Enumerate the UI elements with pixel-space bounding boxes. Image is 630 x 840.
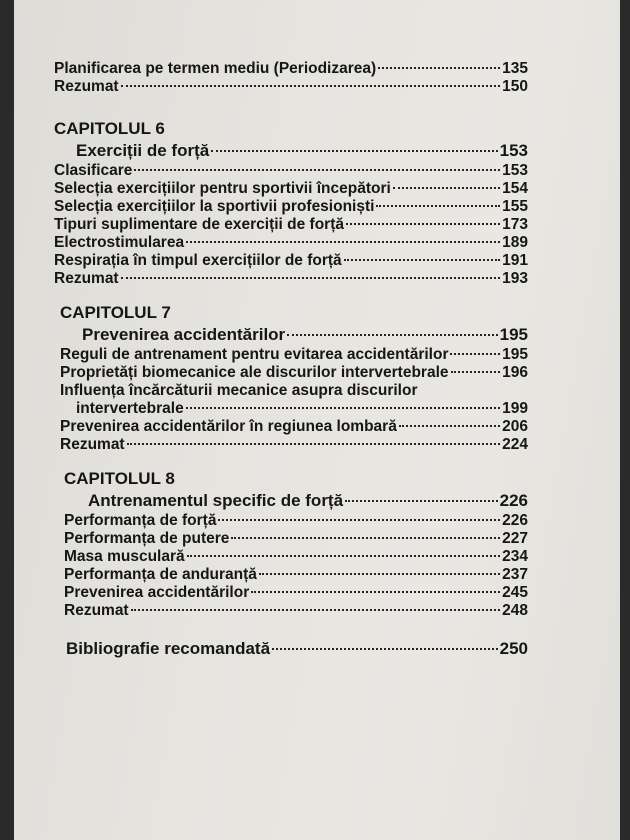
dot-leader [378,67,500,69]
toc-entry: Rezumat 193 [54,270,528,287]
toc-entry: Respirația în timpul exercițiilor de forță 191 [54,252,528,269]
chapter-heading: CAPITOLUL 8 [64,469,175,488]
bibliography-entry: Bibliografie recomandată 250 [66,639,528,658]
toc-entry: Prevenirea accidentărilor 245 [64,584,528,601]
table-of-contents [54,60,528,660]
toc-entry: Tipuri suplimentare de exerciții de forță 173 [54,216,528,233]
toc-entry-line1: Influența încărcăturii mecanice asupra discurilor [60,382,418,399]
dot-leader [121,85,501,87]
toc-entry: Planificarea pe termen mediu (Periodizarea) 135 [54,60,528,77]
chapter-heading: CAPITOLUL 7 [60,303,171,322]
toc-entry: Rezumat 150 [54,78,528,95]
chapter-title: Exerciții de forță 153 [76,141,528,160]
chapter-title: Antrenamentul specific de forță 226 [88,491,528,510]
toc-entry: Proprietăți biomecanice ale discurilor intervertebrale 196 [60,364,528,381]
toc-entry: Electrostimularea 189 [54,234,528,251]
toc-entry: Clasificare 153 [54,162,528,179]
toc-entry: Reguli de antrenament pentru evitarea accidentărilor 195 [60,346,528,363]
chapter-title: Prevenirea accidentărilor 195 [82,325,528,344]
toc-entry: Selecția exercițiilor pentru sportivii începători 154 [54,180,528,197]
toc-entry: Rezumat 248 [64,602,528,619]
toc-entry: Performanța de putere 227 [64,530,528,547]
chapter-heading: CAPITOLUL 6 [54,119,165,138]
toc-entry-line2: intervertebrale 199 [76,400,528,417]
toc-entry: Rezumat 224 [60,436,528,453]
book-page [14,0,620,840]
toc-entry: Performanța de anduranță 237 [64,566,528,583]
dot-leader [211,150,497,152]
toc-entry: Prevenirea accidentărilor în regiunea lombară 206 [60,418,528,435]
toc-entry: Performanța de forță 226 [64,512,528,529]
toc-entry: Selecția exercițiilor la sportivii profesioniști 155 [54,198,528,215]
toc-entry: Masa musculară 234 [64,548,528,565]
